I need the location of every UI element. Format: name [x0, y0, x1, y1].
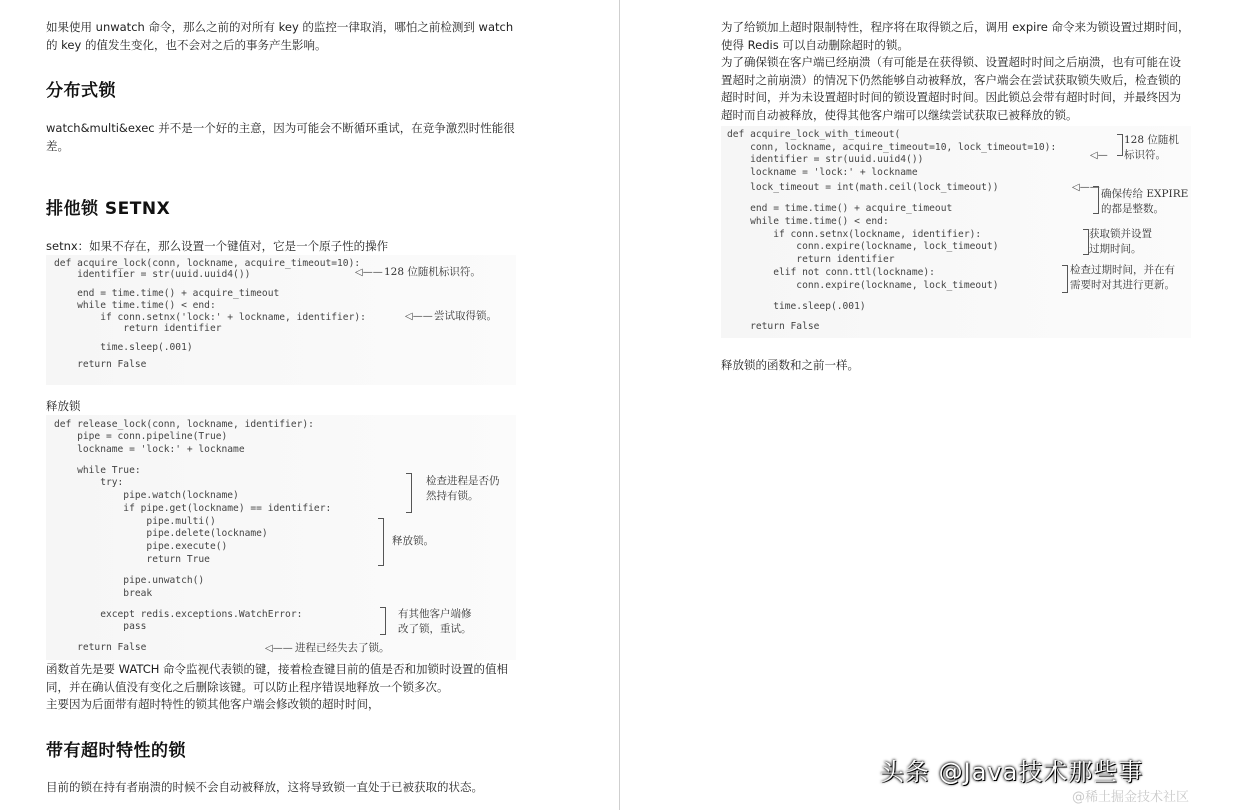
setnx-description: setnx：如果不存在，那么设置一个键值对，它是一个原子性的操作 [46, 239, 389, 253]
right-page [620, 0, 1240, 810]
annotation-lost-lock: 进程已经失去了锁。 [295, 642, 390, 654]
code-line: pipe.execute() [54, 541, 228, 552]
code-line: pipe.multi() [54, 516, 216, 527]
annotation-brace [380, 607, 386, 635]
code-line: try: [54, 477, 124, 488]
code-line: pipe = conn.pipeline(True) [54, 431, 228, 442]
code-line: lockname = 'lock:' + lockname [54, 444, 245, 455]
timeout-description: 目前的锁在持有者崩溃的时候不会自动被释放，这将导致锁一直处于已被获取的状态。 [46, 780, 483, 794]
code-line: lock_timeout = int(math.ceil(lock_timeout)) [727, 182, 999, 193]
watch-note-paragraph: watch&multi&exec 并不是一个好的主意，因为可能会不断循环重试，在竞争激烈时性能很 差。 [46, 121, 515, 153]
annotation-brace [1062, 265, 1068, 293]
annotation-random-id: 128 位随机 标识符。 [1124, 134, 1179, 161]
code-line: time.sleep(.001) [727, 301, 866, 312]
annotation-ensure-int: 确保传给 EXPIRE 的都是整数。 [1101, 188, 1189, 215]
code-line: return True [54, 554, 210, 565]
code-line: lockname = 'lock:' + lockname [727, 167, 918, 178]
watermark-juejin: @稀土掘金技术社区 [1072, 790, 1190, 805]
code-line: return identifier [727, 254, 895, 265]
arrow-left-icon: ◁—— [355, 267, 383, 278]
code-line: def acquire_lock_with_timeout( [727, 129, 901, 140]
code-line: while time.time() < end: [727, 216, 889, 227]
timeout-intro-paragraph: 为了给锁加上超时限制特性，程序将在取得锁之后，调用 expire 命令来为锁设置过期时间， 使得 Redis 可以自动删除超时的锁。 为了确保锁在客户端已经崩溃（有可能是在获得锁、设置超时时间之后崩溃，也有可能在设 置超时之前崩溃）的情况下仍然能够自动被释放，客户端会在尝试获取锁失败后，检查锁的 超时时间，并为未设置超时时间的锁设置超时时间。因此锁总会带有超时时间，并最终因为 超时而自动被释放，使得其他客户端可以继续尝试获取已被释放的锁。 [721, 20, 1190, 122]
release-note: 释放锁的函数和之前一样。 [721, 358, 859, 372]
code-line: except redis.exceptions.WatchError: [54, 609, 303, 620]
annotation-retry: 有其他客户端修 改了锁，重试。 [398, 608, 472, 635]
annotation-brace [1093, 186, 1099, 214]
arrow-left-icon: ◁—— [405, 311, 433, 322]
code-line: conn.expire(lockname, lock_timeout) [727, 241, 999, 252]
annotation-check-expire: 检查过期时间，并在有 需要时对其进行更新。 [1070, 264, 1175, 291]
code-line: def acquire_lock(conn, lockname, acquire_timeout=10): [54, 258, 361, 269]
release-lock-label: 释放锁 [46, 399, 81, 413]
code-line: return False [727, 321, 820, 332]
code-line: identifier = str(uuid.uuid4()) [54, 269, 251, 280]
code-line: if conn.setnx(lockname, identifier): [727, 229, 982, 240]
heading-distributed-lock: 分布式锁 [46, 81, 116, 101]
code-line: def release_lock(conn, lockname, identifier): [54, 419, 314, 430]
code-line: while time.time() < end: [54, 300, 216, 311]
code-line: break [54, 588, 153, 599]
annotation-brace [1117, 134, 1123, 156]
annotation-brace [378, 518, 384, 566]
heading-setnx: 排他锁 SETNX [46, 199, 171, 219]
code-line: identifier = str(uuid.uuid4()) [727, 154, 924, 165]
code-line: pipe.delete(lockname) [54, 528, 268, 539]
arrow-left-icon: ◁— [1090, 150, 1108, 161]
code-line: while True: [54, 465, 141, 476]
annotation-release-lock: 释放锁。 [392, 535, 434, 547]
heading-timeout-lock: 带有超时特性的锁 [46, 741, 186, 761]
code-line: return False [54, 359, 147, 370]
annotation-acquire-set-expire: 获取锁并设置 过期时间。 [1089, 228, 1152, 255]
annotation-random-id: 128 位随机标识符。 [384, 266, 481, 278]
code-line: pass [54, 621, 147, 632]
intro-paragraph: 如果使用 unwatch 命令，那么之前的对所有 key 的监控一律取消，哪怕之前检测到 watch 的 key 的值发生变化，也不会对之后的事务产生影响。 [46, 20, 514, 52]
code-line: pipe.watch(lockname) [54, 490, 239, 501]
code-line: if conn.setnx('lock:' + lockname, identifier): [54, 312, 366, 323]
code-line: end = time.time() + acquire_timeout [54, 288, 280, 299]
left-page [0, 0, 619, 810]
explanation-paragraph: 函数首先是要 WATCH 命令监视代表锁的键，接着检查键目前的值是否和加锁时设置的值相 同，并在确认值没有变化之后删除该键。可以防止程序错误地释放一个锁多次。 主要因为后面带有超时特性的锁其他客户端会修改锁的超时时间， [46, 662, 509, 711]
arrow-left-icon: ◁—— [265, 643, 293, 654]
code-line: conn.expire(lockname, lock_timeout) [727, 280, 999, 291]
code-line: pipe.unwatch() [54, 575, 205, 586]
watermark-toutiao: 头条 @Java技术那些事 [880, 758, 1144, 786]
code-line: return False [54, 642, 147, 653]
annotation-check-holds-lock: 检查进程是否仍 然持有锁。 [426, 475, 500, 502]
code-line: end = time.time() + acquire_timeout [727, 203, 953, 214]
code-line: elif not conn.ttl(lockname): [727, 267, 935, 278]
code-line: if pipe.get(lockname) == identifier: [54, 503, 332, 514]
annotation-brace [406, 473, 412, 513]
code-line: conn, lockname, acquire_timeout=10, lock_timeout=10): [727, 142, 1057, 153]
arrow-left-icon: ◁—— [1072, 182, 1100, 193]
code-line: return identifier [54, 323, 222, 334]
annotation-try-acquire: 尝试取得锁。 [434, 310, 497, 322]
code-line: time.sleep(.001) [54, 342, 193, 353]
